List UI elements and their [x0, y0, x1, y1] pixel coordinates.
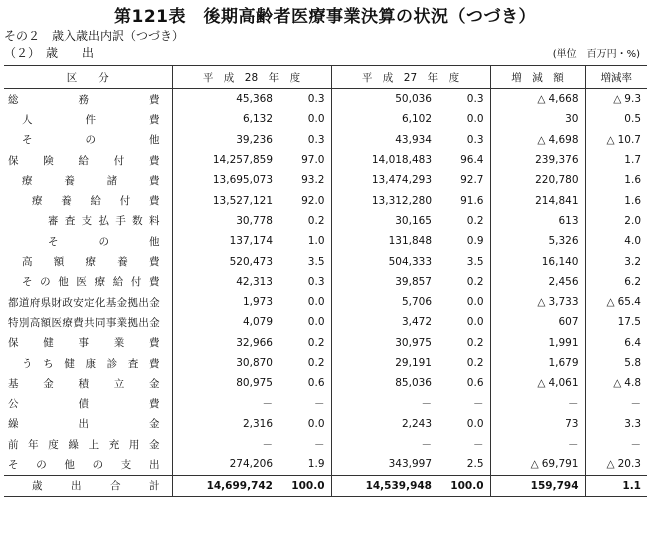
table-row: [4, 211, 647, 231]
rate-value: 3.3: [624, 417, 641, 430]
rate-value: 10.7: [617, 133, 641, 146]
value-fy28: 4,079: [242, 316, 273, 329]
rate-value: 5.8: [624, 357, 641, 369]
ratio-fy28: －: [279, 434, 331, 454]
ratio-fy28: 0.3: [279, 89, 331, 110]
row-label: その他: [4, 130, 172, 150]
value-fy27: －: [421, 398, 432, 411]
table-row: [4, 109, 647, 129]
value-fy27: 29,191: [395, 357, 432, 369]
value-fy28: 30,870: [236, 357, 273, 369]
expenditure-table: [4, 65, 647, 497]
ratio-fy27: 0.3: [438, 130, 490, 150]
change-value: 607: [558, 316, 579, 329]
rate-value: 1.6: [624, 174, 641, 187]
table-row: [4, 333, 647, 353]
change-value: 1,991: [548, 336, 579, 349]
value-fy28: 30,778: [236, 214, 273, 227]
change-amount: [490, 190, 585, 210]
change-value: 4,061: [548, 377, 579, 390]
value-fy27: 3,472: [401, 316, 432, 329]
change-amount: [490, 292, 585, 312]
change-rate: [585, 190, 647, 210]
ratio-fy27: 100.0: [438, 475, 490, 496]
ratio-fy27: 2.5: [438, 454, 490, 475]
table-row: [4, 130, 647, 150]
change-amount: [490, 434, 585, 454]
ratio-fy27: 0.2: [438, 353, 490, 373]
rate-value: 6.2: [624, 275, 641, 288]
change-rate: [585, 211, 647, 231]
header-change: 増 減 額: [490, 66, 585, 89]
header-fy27: 平 成 27 年 度: [331, 66, 490, 89]
change-value: 214,841: [535, 194, 579, 207]
value-fy27: 43,934: [395, 133, 432, 146]
ratio-fy28: 0.3: [279, 272, 331, 292]
ratio-fy28: 0.6: [279, 373, 331, 393]
change-rate: [585, 353, 647, 373]
value-fy28: －: [262, 398, 273, 411]
change-rate: [585, 414, 647, 434]
value-fy28: 45,368: [236, 93, 273, 106]
change-value: 4,698: [548, 133, 579, 146]
decrease-marker: △: [606, 133, 615, 146]
ratio-fy27: 92.7: [438, 170, 490, 190]
value-fy27: 13,474,293: [371, 174, 432, 187]
change-rate: [585, 130, 647, 150]
table-row: [4, 454, 647, 475]
change-rate: [585, 393, 647, 413]
decrease-marker: △: [530, 458, 539, 471]
table-row: [4, 231, 647, 251]
value-fy27: 85,036: [395, 377, 432, 390]
value-fy28: －: [262, 438, 273, 451]
change-amount: [490, 251, 585, 271]
table-row: [4, 434, 647, 454]
value-fy28: 42,313: [236, 275, 273, 288]
ratio-fy28: 97.0: [279, 150, 331, 170]
change-amount: [490, 353, 585, 373]
row-label: 公債費: [4, 393, 172, 413]
rate-value: 1.7: [624, 154, 641, 167]
value-fy27: 30,975: [395, 336, 432, 349]
value-fy28: 39,236: [236, 133, 273, 146]
decrease-marker: △: [537, 93, 546, 106]
header-fy28: 平 成 28 年 度: [172, 66, 331, 89]
value-fy27: 39,857: [395, 275, 432, 288]
change-value: 2,456: [548, 275, 579, 288]
change-rate: [585, 89, 647, 110]
row-label: 特別高額医療費共同事業拠出金: [4, 312, 172, 332]
table-row: [4, 414, 647, 434]
ratio-fy27: 0.3: [438, 89, 490, 110]
change-value: 16,140: [541, 255, 579, 268]
change-rate: [585, 272, 647, 292]
rate-value: 3.2: [624, 255, 641, 268]
rate-value: 9.3: [624, 93, 641, 106]
change-value: 30: [565, 113, 579, 126]
ratio-fy28: 3.5: [279, 251, 331, 271]
change-amount: [490, 414, 585, 434]
table-row: [4, 292, 647, 312]
table-row: [4, 251, 647, 271]
change-rate: [585, 454, 647, 475]
change-rate: [585, 150, 647, 170]
change-rate: [585, 373, 647, 393]
value-fy28: 14,699,742: [172, 475, 279, 496]
value-fy28: 274,206: [229, 458, 273, 471]
row-label: 審査支払手数料: [4, 211, 172, 231]
change-amount: [490, 454, 585, 475]
value-fy27: 14,539,948: [331, 475, 438, 496]
change-amount: [490, 170, 585, 190]
value-fy27: 504,333: [388, 255, 432, 268]
row-label: 人件費: [4, 109, 172, 129]
ratio-fy28: 0.2: [279, 211, 331, 231]
header-rate: 増減率: [585, 66, 647, 89]
value-fy28: 2,316: [242, 417, 273, 430]
rate-value: －: [630, 398, 641, 411]
ratio-fy27: 0.0: [438, 292, 490, 312]
change-amount: [490, 373, 585, 393]
decrease-marker: △: [613, 377, 622, 390]
change-amount: [490, 393, 585, 413]
row-label: うち健康診査費: [4, 353, 172, 373]
change-amount: [490, 130, 585, 150]
ratio-fy28: 92.0: [279, 190, 331, 210]
value-fy27: 14,018,483: [371, 154, 432, 167]
value-fy27: 50,036: [395, 93, 432, 106]
table-row: [4, 190, 647, 210]
row-label: 療養給付費: [4, 190, 172, 210]
decrease-marker: △: [606, 458, 615, 471]
ratio-fy27: 0.2: [438, 333, 490, 353]
change-value: 3,733: [548, 296, 579, 309]
change-rate: [585, 251, 647, 271]
table-header-row: [4, 66, 647, 89]
ratio-fy28: 0.2: [279, 333, 331, 353]
change-rate: [585, 109, 647, 129]
value-fy28: 13,695,073: [212, 174, 273, 187]
rate-value: 4.8: [624, 377, 641, 390]
ratio-fy27: 96.4: [438, 150, 490, 170]
rate-value: 1.1: [622, 479, 641, 492]
ratio-fy27: 0.0: [438, 109, 490, 129]
row-label: その他: [4, 231, 172, 251]
value-fy27: 5,706: [401, 296, 432, 309]
table-row: [4, 272, 647, 292]
value-fy27: 343,997: [388, 458, 432, 471]
decrease-marker: △: [537, 133, 546, 146]
ratio-fy28: 0.0: [279, 312, 331, 332]
value-fy28: 1,973: [242, 296, 273, 309]
change-amount: [490, 89, 585, 110]
decrease-marker: △: [613, 93, 622, 106]
row-label: 基金積立金: [4, 373, 172, 393]
change-value: 1,679: [548, 357, 579, 369]
header-category: 区 分: [4, 66, 172, 89]
rate-value: －: [630, 438, 641, 451]
decrease-marker: △: [537, 296, 546, 309]
value-fy27: 13,312,280: [371, 194, 432, 207]
ratio-fy27: 0.0: [438, 414, 490, 434]
row-label: 歳出合計: [4, 475, 172, 496]
rate-value: 2.0: [624, 214, 641, 227]
row-label: 療養諸費: [4, 170, 172, 190]
change-value: 5,326: [548, 235, 579, 248]
rate-value: 6.4: [624, 336, 641, 349]
row-label: 高額療養費: [4, 251, 172, 271]
ratio-fy28: 0.2: [279, 353, 331, 373]
ratio-fy27: 0.9: [438, 231, 490, 251]
change-rate: [585, 333, 647, 353]
value-fy28: 520,473: [229, 255, 273, 268]
table-row: [4, 353, 647, 373]
change-value: 613: [558, 214, 579, 227]
value-fy27: 2,243: [401, 417, 432, 430]
change-amount: [490, 109, 585, 129]
ratio-fy28: 0.3: [279, 130, 331, 150]
value-fy28: 137,174: [229, 235, 273, 248]
ratio-fy27: 0.2: [438, 211, 490, 231]
change-rate: [585, 231, 647, 251]
value-fy28: 13,527,121: [212, 194, 273, 207]
ratio-fy27: 0.6: [438, 373, 490, 393]
ratio-fy28: 0.0: [279, 109, 331, 129]
row-label: その他の支出: [4, 454, 172, 475]
row-label: 前年度繰上充用金: [4, 434, 172, 454]
unit-note: (単位 百万円・%): [552, 49, 640, 60]
change-amount: [490, 333, 585, 353]
ratio-fy28: －: [279, 393, 331, 413]
ratio-fy27: －: [438, 393, 490, 413]
decrease-marker: △: [537, 377, 546, 390]
value-fy28: 6,132: [242, 113, 273, 126]
rate-value: 1.6: [624, 194, 641, 207]
ratio-fy28: 93.2: [279, 170, 331, 190]
change-rate: [585, 170, 647, 190]
value-fy27: 6,102: [401, 113, 432, 126]
change-amount: [490, 231, 585, 251]
ratio-fy28: 0.0: [279, 414, 331, 434]
rate-value: 65.4: [617, 296, 641, 309]
row-label: 繰出金: [4, 414, 172, 434]
change-amount: [490, 272, 585, 292]
change-value: 239,376: [535, 154, 579, 167]
page-title: 第121表 後期高齢者医療事業決算の状況（つづき）: [114, 7, 536, 27]
change-value: 73: [565, 417, 579, 430]
table-row: [4, 89, 647, 110]
change-value: 4,668: [548, 93, 579, 106]
table-row: [4, 373, 647, 393]
ratio-fy27: 0.0: [438, 312, 490, 332]
ratio-fy28: 1.0: [279, 231, 331, 251]
row-label: 保健事業費: [4, 333, 172, 353]
table-total-row: [4, 475, 647, 496]
value-fy27: －: [421, 438, 432, 451]
rate-value: 20.3: [617, 458, 641, 471]
change-value: －: [568, 398, 579, 411]
ratio-fy27: 0.2: [438, 272, 490, 292]
rate-value: 17.5: [617, 316, 641, 329]
value-fy28: 32,966: [236, 336, 273, 349]
change-amount: [490, 312, 585, 332]
ratio-fy28: 100.0: [279, 475, 331, 496]
change-value: 69,791: [541, 458, 579, 471]
change-amount: [490, 211, 585, 231]
value-fy27: 131,848: [388, 235, 432, 248]
change-rate: [585, 312, 647, 332]
table-row: [4, 150, 647, 170]
value-fy28: 80,975: [236, 377, 273, 390]
value-fy27: 30,165: [395, 214, 432, 227]
change-rate: [585, 292, 647, 312]
row-label: 保険給付費: [4, 150, 172, 170]
change-value: －: [568, 438, 579, 451]
row-label: その他医療給付費: [4, 272, 172, 292]
value-fy28: 14,257,859: [212, 154, 273, 167]
decrease-marker: △: [606, 296, 615, 309]
ratio-fy28: 0.0: [279, 292, 331, 312]
change-value: 159,794: [530, 479, 579, 492]
change-amount: [490, 150, 585, 170]
section-subtitle: その２ 歳入歳出内訳（つづき）: [4, 29, 185, 43]
change-amount: [490, 475, 585, 496]
ratio-fy28: 1.9: [279, 454, 331, 475]
ratio-fy27: 91.6: [438, 190, 490, 210]
table-row: [4, 393, 647, 413]
ratio-fy27: 3.5: [438, 251, 490, 271]
subsection-subtitle: （２） 歳 出: [4, 46, 95, 60]
rate-value: 0.5: [624, 113, 641, 126]
change-rate: [585, 475, 647, 496]
table-row: [4, 170, 647, 190]
table-row: [4, 312, 647, 332]
change-rate: [585, 434, 647, 454]
ratio-fy27: －: [438, 434, 490, 454]
row-label: 都道府県財政安定化基金拠出金: [4, 292, 172, 312]
row-label: 総務費: [4, 89, 172, 110]
rate-value: 4.0: [624, 235, 641, 248]
change-value: 220,780: [535, 174, 579, 187]
